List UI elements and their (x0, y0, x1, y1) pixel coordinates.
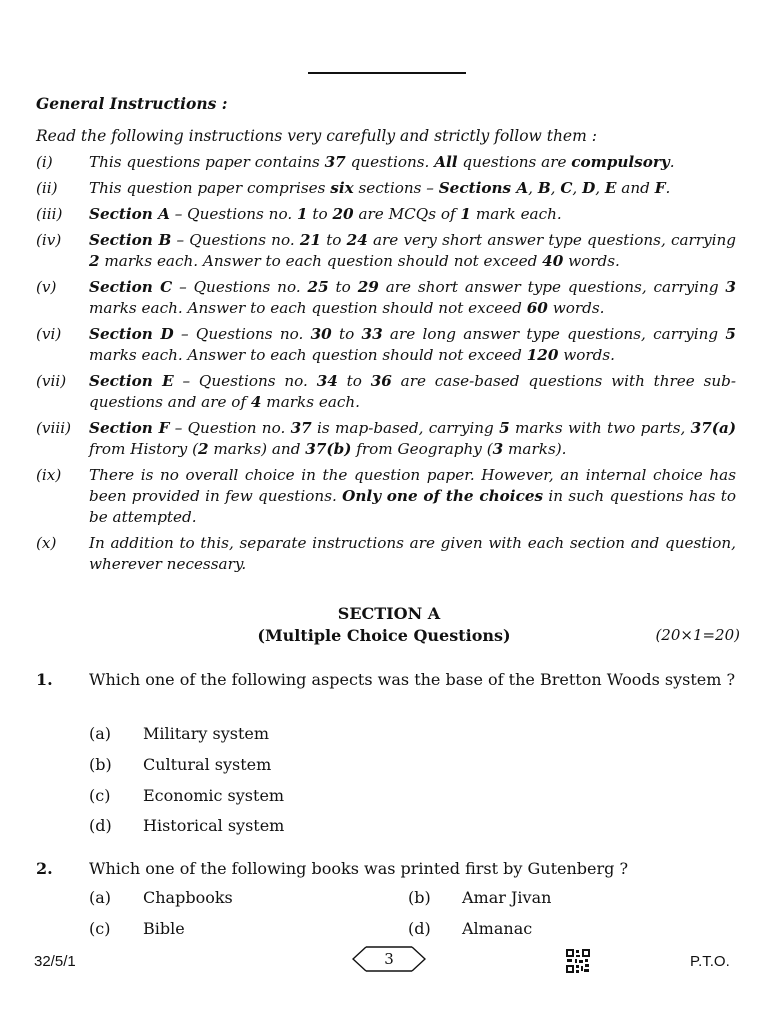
option-label: (c) (89, 786, 111, 805)
question-1-option-c (89, 786, 284, 805)
instruction-number: (viii) (36, 419, 72, 437)
instruction-text: Section E – Questions no. 34 to 36 are case-based questions with three sub-questions and are of 4 marks each. (89, 372, 737, 411)
instruction-number: (i) (36, 153, 53, 171)
instruction-number: (iii) (36, 205, 63, 223)
instruction-item (36, 465, 736, 528)
question-2-option-b (408, 888, 551, 907)
option-text: Historical system (143, 816, 285, 835)
option-label: (b) (89, 755, 112, 774)
question-1-option-a (89, 724, 269, 743)
qr-code-icon (566, 949, 590, 973)
section-subtitle: (Multiple Choice Questions) (257, 626, 511, 645)
instruction-text: This question paper comprises six sections – Sections A, B, C, D, E and F. (89, 179, 671, 197)
option-label: (d) (408, 919, 431, 938)
instruction-item (36, 178, 736, 199)
instruction-text: Section D – Questions no. 30 to 33 are long answer type questions, carrying 5 marks each. Answer to each question should not exceed 120 words. (89, 325, 736, 364)
instruction-item (36, 204, 736, 225)
option-text: Economic system (143, 786, 285, 805)
instruction-text: There is no overall choice in the question paper. However, an internal choice has been provided in few questions. Only one of the choices in such questions has to be attempted. (89, 466, 737, 526)
question-text: Which one of the following books was printed first by Gutenberg ? (89, 859, 629, 878)
option-label: (a) (89, 888, 112, 907)
instruction-text: Section B – Questions no. 21 to 24 are very short answer type questions, carrying 2 marks each. Answer to each question should not exceed 40 words. (89, 231, 737, 270)
instruction-number: (x) (36, 534, 57, 552)
section-marks: (20×1=20) (655, 626, 740, 644)
instruction-item (36, 230, 736, 272)
instruction-number: (ix) (36, 466, 62, 484)
instructions-list (36, 152, 736, 575)
instruction-item (36, 324, 736, 366)
question-number: 1. (36, 670, 53, 689)
option-text: Bible (143, 919, 185, 938)
option-label: (a) (89, 724, 112, 743)
option-text: Chapbooks (143, 888, 233, 907)
pto-label: P.T.O. (690, 953, 730, 970)
general-instructions-intro: Read the following instructions very carefully and strictly follow them : (36, 127, 597, 145)
instruction-text: Section C – Questions no. 25 to 29 are short answer type questions, carrying 3 marks each. Answer to each question should not exceed 60 words. (89, 278, 736, 317)
instruction-number: (ii) (36, 179, 58, 197)
question-2 (36, 857, 736, 881)
option-text: Amar Jivan (462, 888, 552, 907)
instruction-text: This questions paper contains 37 questions. All questions are compulsory. (89, 153, 675, 171)
option-label: (c) (89, 919, 111, 938)
instruction-item (36, 418, 736, 460)
instruction-text: Section A – Questions no. 1 to 20 are MCQs of 1 mark each. (89, 205, 562, 223)
question-1 (36, 668, 736, 692)
option-text: Military system (143, 724, 270, 743)
question-2-option-a (89, 888, 233, 907)
paper-code: 32/5/1 (34, 953, 76, 970)
instruction-number: (vi) (36, 325, 62, 343)
option-text: Cultural system (143, 755, 272, 774)
top-rule (308, 72, 466, 74)
option-label: (b) (408, 888, 431, 907)
general-instructions-title: General Instructions : (36, 94, 228, 113)
instruction-item (36, 533, 736, 575)
page-number (352, 946, 426, 972)
option-label: (d) (89, 816, 112, 835)
instruction-number: (v) (36, 278, 57, 296)
question-number: 2. (36, 859, 53, 878)
instruction-number: (vii) (36, 372, 67, 390)
section-title: SECTION A (337, 604, 441, 623)
option-text: Almanac (462, 919, 533, 938)
question-2-option-c (89, 919, 185, 938)
instruction-item (36, 277, 736, 319)
instruction-text: In addition to this, separate instructions are given with each section and question, wherever necessary. (89, 534, 736, 573)
instruction-item (36, 152, 736, 173)
instruction-number: (iv) (36, 231, 62, 249)
instruction-text: Section F – Question no. 37 is map-based, carrying 5 marks with two parts, 37(a) from History (2 marks) and 37(b) from Geography (3 marks). (89, 419, 737, 458)
question-2-option-d (408, 919, 532, 938)
instruction-item (36, 371, 736, 413)
page-number-text: 3 (384, 950, 394, 968)
question-text: Which one of the following aspects was the base of the Bretton Woods system ? (89, 670, 736, 689)
question-1-option-b (89, 755, 271, 774)
question-1-option-d (89, 816, 284, 835)
